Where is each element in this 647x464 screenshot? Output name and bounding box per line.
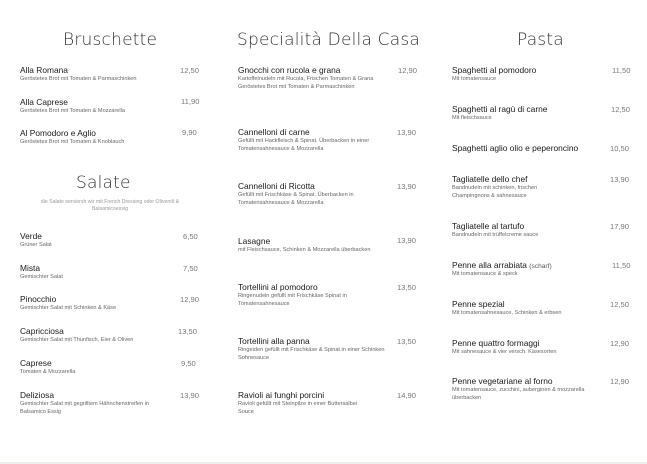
item-name-text: Spaghetti al ragù di carne — [452, 104, 548, 114]
item-price: 12,50 — [180, 66, 200, 75]
item-name — [452, 143, 602, 153]
item-name — [452, 174, 572, 184]
item-name: Ravioli ai funghi porcini — [238, 390, 325, 400]
item-price: 12,90 — [610, 377, 630, 386]
item-desc: Gemischter Salat — [20, 274, 63, 280]
item-name — [452, 221, 602, 231]
item-desc: Mit tomatensauce, zucchini, auberginen & mozzarella überbacken — [452, 387, 585, 401]
item-price: 13,50 — [178, 327, 198, 336]
item-price: 13,50 — [397, 283, 417, 292]
menu-item — [452, 104, 602, 123]
item-name: Al Pomodoro e Aglio — [20, 128, 96, 138]
menu-item — [20, 326, 198, 345]
item-price: 6,50 — [183, 232, 198, 241]
menu-item — [20, 358, 195, 377]
item-name: Lasagne — [238, 236, 271, 246]
item-desc: Mit tomatensauce — [452, 76, 497, 82]
item-price: 12,90 — [610, 339, 630, 348]
item-desc: Mit tomatensauce & speck — [452, 271, 518, 277]
menu-item — [238, 390, 363, 416]
item-name: Pinocchio — [20, 294, 57, 304]
item-price: 13,90 — [397, 128, 417, 137]
item-name-text: Spaghetti al pomodoro — [452, 65, 537, 75]
item-desc: Ringeiden gefüllt mit Frischkäse & Spinat in einer Schinken Sohnesauce — [238, 347, 385, 361]
item-price: 10,50 — [610, 144, 630, 153]
menu-item — [20, 97, 195, 116]
item-price: 13,90 — [180, 391, 200, 400]
specialita-title: Specialità Della Casa — [237, 30, 421, 50]
item-price: 13,90 — [397, 236, 417, 245]
item-desc: Mit sahnesauce & vier versch. Käsesorten — [452, 349, 557, 355]
item-desc: Gemischter Salat mit gegrilltem Hähnchenstreifen in Balsamico Essig — [20, 401, 150, 415]
item-name: Caprese — [20, 358, 52, 368]
menu-item — [20, 231, 195, 250]
item-price: 9,50 — [181, 359, 196, 368]
item-desc: Geröstetes Brot mit Tomaten & Parmaschinken — [20, 76, 137, 82]
item-name: Deliziosa — [20, 390, 54, 400]
menu-item — [238, 181, 398, 207]
bruschette-title: Bruschette — [63, 30, 158, 50]
item-name — [452, 338, 602, 348]
menu-item — [238, 65, 378, 91]
item-desc: Bandnudeln mit schinken, frischen Champingnons & sahnesauce — [452, 185, 538, 199]
item-name: Alla Romana — [20, 65, 68, 75]
menu-item — [20, 390, 150, 416]
menu-item — [20, 128, 195, 147]
item-price: 12,50 — [611, 105, 631, 114]
item-name: Alla Caprese — [20, 97, 68, 107]
item-desc: Bandnudeln mit trüffelcreme sauce — [452, 232, 539, 238]
item-price: 17,90 — [610, 222, 630, 231]
item-desc: Kartoffelnudeln mit Rucola, Frischen Tomaten & Grana Geröstetes Brot mit Tomaten & Parmaschinken — [238, 76, 374, 90]
item-desc: Gefüllt mit Hackfleisch & Spinat. Überbacken in einer Tomatensahnesauce & Mozzarella — [238, 138, 370, 152]
item-desc: Mit fleischsauce — [452, 115, 492, 121]
item-price: 14,90 — [397, 391, 417, 400]
menu-item — [452, 260, 602, 279]
item-desc: Ravioli gefüllt mit Steinpilze in einer Buttersalbei Souce — [238, 401, 358, 415]
item-name — [452, 104, 602, 114]
item-desc: Geröstetes Brot mit Tomaten & Mozzarella — [20, 108, 125, 114]
item-name: Capricciosa — [20, 326, 64, 336]
item-name: Mista — [20, 263, 41, 273]
menu-item — [238, 236, 408, 255]
item-price: 12,50 — [610, 300, 630, 309]
item-name — [452, 260, 602, 270]
item-desc: Geröstetes Brot mit Tomaten & Knoblauch — [20, 139, 125, 145]
item-price: 9,90 — [182, 128, 197, 137]
item-price: 12,90 — [398, 66, 418, 75]
item-name-text: Tagliatelle al tartufo — [452, 221, 525, 231]
menu-item — [452, 143, 602, 153]
item-desc: mit Fleischsauce, Schinken & Mozzarella überbacken — [238, 247, 371, 253]
item-price: 11,50 — [612, 66, 631, 75]
item-desc: Gemischter Salat mit Schinken & Käse — [20, 305, 117, 311]
menu-item — [20, 65, 195, 84]
menu-item — [238, 127, 398, 153]
item-name: Tortellini al pomodoro — [238, 282, 318, 292]
item-name-text: Tagliatelle dello chef — [452, 174, 528, 184]
menu-item — [452, 65, 602, 84]
item-name: Cannelloni di carne — [238, 127, 310, 137]
item-desc: Mit tomatensahnesauce, Schinken & erbsen — [452, 310, 562, 316]
salate-title: Salate — [76, 173, 131, 193]
item-name — [452, 376, 587, 386]
item-desc: Gefüllt mit Frischkäse & Spinat. Überbacken in Tomatensahnesauce & Mozzarella — [238, 192, 354, 206]
item-name-text: Spaghetti aglio olio e peperoncino — [452, 143, 579, 153]
item-name-extra: (scharf) — [529, 263, 552, 270]
item-name: Gnocchi con rucola e grana — [238, 65, 341, 75]
menu-item — [452, 338, 602, 357]
item-name-text: Penne vegetariane al forno — [452, 376, 553, 386]
item-price: 11,90 — [181, 97, 200, 106]
item-name: Cannelloni di Ricotta — [238, 181, 315, 191]
menu-item — [20, 263, 195, 282]
item-name: Tortellini alla panna — [238, 336, 310, 346]
item-name — [452, 65, 602, 75]
item-price: 11,50 — [612, 261, 631, 270]
item-desc: Gemischter Salat mit Thunfisch, Eier & Oliven — [20, 337, 134, 343]
menu-item — [452, 221, 602, 240]
menu-item — [20, 294, 195, 313]
item-desc: Tomaten & Mozzarella — [20, 369, 76, 375]
item-name — [452, 299, 602, 309]
item-name-text: Penne spezial — [452, 299, 505, 309]
salate-note: die Salate serviersh wir mit French Dressing oder Olivenöl & Balsamicoessig — [40, 199, 180, 212]
item-price: 12,90 — [180, 295, 200, 304]
item-name-text: Penne alla arrabiata — [452, 260, 527, 270]
item-price: 13,50 — [397, 337, 417, 346]
item-desc: Ringenudeln gefüllt mit Frischkäse Spinat in Tomatensahnesauce — [238, 293, 347, 307]
menu-item — [238, 282, 388, 308]
item-price: 13,90 — [610, 175, 630, 184]
item-name: Verde — [20, 231, 42, 241]
menu-item — [238, 336, 388, 362]
menu-item — [452, 376, 587, 402]
pasta-title: Pasta — [517, 30, 564, 50]
item-price: 13,90 — [397, 182, 417, 191]
menu-item — [452, 174, 572, 200]
item-desc: Grüner Salat — [20, 242, 52, 248]
menu-item — [452, 299, 602, 318]
item-name-text: Penne quattro formaggi — [452, 338, 540, 348]
item-price: 7,50 — [183, 264, 198, 273]
